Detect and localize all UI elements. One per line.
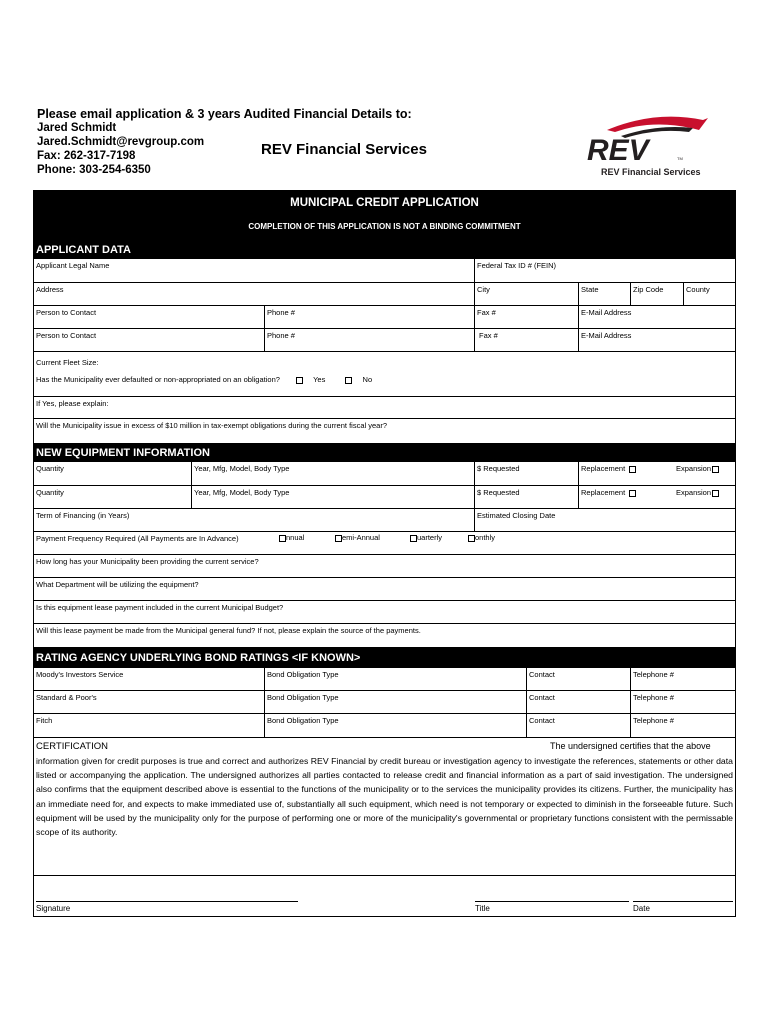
contact-label: Contact	[529, 670, 555, 679]
explain-label: If Yes, please explain:	[36, 399, 109, 408]
annual-option	[277, 532, 337, 554]
how-long-label: How long has your Municipality been providing the current service?	[36, 557, 259, 566]
yes-label: Yes	[313, 375, 326, 384]
moodys-field[interactable]	[34, 668, 264, 690]
row-frequency	[34, 532, 735, 555]
requested-label: $ Requested	[477, 464, 520, 473]
contact-email[interactable]: Jared.Schmidt@revgroup.com	[37, 136, 205, 148]
contact-email-field-1[interactable]	[578, 306, 735, 328]
bond-type-label: Bond Obligation Type	[267, 716, 339, 725]
explain-field[interactable]	[34, 397, 735, 418]
contact-label: Contact	[529, 693, 555, 702]
email-instructions: Please email application & 3 years Audited Financial Details to:	[37, 107, 412, 121]
requested-label: $ Requested	[477, 488, 520, 497]
form-subtitle: COMPLETION OF THIS APPLICATION IS NOT A BINDING COMMITMENT	[248, 222, 521, 231]
general-fund-field[interactable]	[34, 624, 735, 647]
budget-label: Is this equipment lease payment included in the current Municipal Budget?	[36, 603, 284, 612]
replacement-option-1	[578, 462, 674, 485]
row-fitch	[34, 714, 735, 738]
department-field[interactable]	[34, 578, 735, 600]
zip-label: Zip Code	[633, 285, 664, 294]
monthly-checkbox[interactable]	[468, 535, 475, 542]
contact-fax-field-1[interactable]	[474, 306, 578, 328]
email-label: E-Mail Address	[581, 331, 632, 340]
contact-name: Jared Schmidt	[37, 122, 117, 134]
contact-person-field-2[interactable]	[34, 329, 264, 351]
semi-annual-label: emi-Annual	[342, 533, 380, 542]
how-long-field[interactable]	[34, 555, 735, 577]
row-contact-1	[34, 306, 735, 329]
email-label: E-Mail Address	[581, 308, 632, 317]
monthly-label: onthly	[475, 533, 496, 542]
ymmb-label: Year, Mfg, Model, Body Type	[194, 464, 290, 473]
bond-type-label: Bond Obligation Type	[267, 670, 339, 679]
annual-label: nnual	[286, 533, 305, 542]
row-equipment-2	[34, 486, 735, 509]
contact-phone-field-1[interactable]	[264, 306, 474, 328]
contact-person-label: Person to Contact	[36, 331, 97, 340]
row-equipment-1	[34, 462, 735, 486]
fitch-contact-field[interactable]	[526, 714, 630, 737]
row-department	[34, 578, 735, 601]
ymmb-label: Year, Mfg, Model, Body Type	[194, 488, 290, 497]
telephone-label: Telephone #	[633, 693, 674, 702]
expansion-label: Expansion	[676, 464, 712, 473]
certification-heading: CERTIFICATION	[36, 741, 108, 752]
county-field[interactable]	[683, 283, 735, 305]
issue-field[interactable]	[34, 419, 735, 443]
row-contact-2	[34, 329, 735, 352]
form-title: MUNICIPAL CREDIT APPLICATION	[290, 197, 479, 209]
applicant-section-bar	[34, 241, 735, 259]
signature-line[interactable]	[36, 901, 298, 902]
no-label: No	[362, 375, 373, 384]
quantity-field-2[interactable]	[34, 486, 191, 508]
replacement-checkbox-1[interactable]	[629, 466, 636, 473]
requested-field-1[interactable]	[474, 462, 578, 485]
requested-field-2[interactable]	[474, 486, 578, 508]
state-field[interactable]	[578, 283, 630, 305]
moodys-label: Moody's Investors Service	[36, 670, 124, 679]
telephone-label: Telephone #	[633, 670, 674, 679]
quarterly-option	[408, 532, 468, 554]
quantity-label: Quantity	[36, 488, 64, 497]
contact-person-label: Person to Contact	[36, 308, 97, 317]
legal-name-field[interactable]	[34, 259, 474, 282]
expansion-option-1	[674, 462, 735, 485]
date-label: Date	[633, 904, 650, 913]
rev-logo-mark	[585, 112, 713, 164]
legal-name-label: Applicant Legal Name	[36, 261, 110, 270]
replacement-label: Replacement	[581, 488, 626, 497]
row-address	[34, 283, 735, 306]
certification-text: information given for credit purposes is true and correct and authorizes REV Financial by credit bureau or investigation agency to investigate the references, statements or other data listed or accompanying the application. The undersigned authorizes all parties contacted to release credit and financial information as a part of said investigation. The undersigned also confirms that the equipment described above is essential to the functions of the municipality or to the services the municipality provides its citizens. Further, the municipality has an immediate need for, and expects to make immediated use of, substantially all such equipment, which need is not temporary or expected to diminish in the forseeable future. Such equipment will be used by the municipality only for the purpose of performing one or more of the municipality's governmental or proprietary functions consistent with the permissable scope of its authority.	[36, 756, 733, 838]
fleet-size-field[interactable]	[34, 356, 735, 367]
credit-application-form	[33, 190, 736, 917]
phone-label: Phone #	[267, 331, 295, 340]
replacement-checkbox-2[interactable]	[629, 490, 636, 497]
row-fleet	[34, 352, 735, 397]
contact-label: Contact	[529, 716, 555, 725]
department-label: What Department will be utilizing the equipment?	[36, 580, 199, 589]
rating-section-title: RATING AGENCY UNDERLYING BOND RATINGS <IF KNOWN>	[36, 652, 361, 664]
contact-email-field-2[interactable]	[578, 329, 735, 351]
semi-annual-option	[333, 532, 408, 554]
logo-tagline: REV Financial Services	[601, 167, 701, 177]
annual-checkbox[interactable]	[279, 535, 286, 542]
row-moodys	[34, 668, 735, 691]
expansion-checkbox-1[interactable]	[712, 466, 719, 473]
moodys-contact-field[interactable]	[526, 668, 630, 690]
date-line[interactable]	[633, 901, 733, 902]
semi-annual-checkbox[interactable]	[335, 535, 342, 542]
general-fund-label: Will this lease payment be made from the Municipal general fund? If not, please explain the source of the payments.	[36, 626, 421, 635]
quantity-label: Quantity	[36, 464, 64, 473]
fitch-telephone-field[interactable]	[630, 714, 735, 737]
address-field[interactable]	[34, 283, 474, 305]
ymmb-field-2[interactable]	[191, 486, 474, 508]
title-line[interactable]	[475, 901, 629, 902]
closing-date-label: Estimated Closing Date	[477, 511, 556, 520]
contact-person-field-1[interactable]	[34, 306, 264, 328]
defaulted-label: Has the Municipality ever defaulted or non-appropriated on an obligation?	[36, 375, 280, 384]
fleet-size-label: Current Fleet Size:	[36, 358, 99, 367]
signature-divider	[34, 875, 735, 876]
logo-tm: TM	[677, 156, 683, 161]
row-how-long	[34, 555, 735, 578]
equipment-section-bar	[34, 443, 735, 462]
row-legal-name	[34, 259, 735, 283]
contact-fax: Fax: 262-317-7198	[37, 150, 136, 162]
expansion-option-2	[674, 486, 735, 508]
quantity-field-1[interactable]	[34, 462, 191, 485]
contact-phone-field-2[interactable]	[264, 329, 474, 351]
replacement-option-2	[578, 486, 674, 508]
county-label: County	[686, 285, 710, 294]
issue-label: Will the Municipality issue in excess of $10 million in tax-exempt obligations during the current fiscal year?	[36, 421, 387, 430]
title-label: Title	[475, 904, 490, 913]
contact-phone: Phone: 303-254-6350	[37, 164, 151, 176]
sp-label: Standard & Poor's	[36, 693, 97, 702]
moodys-bond-type-field[interactable]	[264, 668, 526, 690]
signature-label: Signature	[36, 904, 71, 913]
sp-contact-field[interactable]	[526, 691, 630, 713]
phone-label: Phone #	[267, 308, 295, 317]
term-label: Term of Financing (in Years)	[36, 511, 130, 520]
sp-field[interactable]	[34, 691, 264, 713]
frequency-label: Payment Frequency Required (All Payments are In Advance)	[36, 534, 239, 543]
fax-label: Fax #	[479, 331, 498, 340]
expansion-checkbox-2[interactable]	[712, 490, 719, 497]
logo-text: REV	[587, 134, 649, 164]
monthly-option	[466, 532, 526, 554]
row-sp	[34, 691, 735, 714]
sp-bond-type-field[interactable]	[264, 691, 526, 713]
term-field[interactable]	[34, 509, 474, 531]
city-field[interactable]	[474, 283, 578, 305]
expansion-label: Expansion	[676, 488, 712, 497]
sp-telephone-field[interactable]	[630, 691, 735, 713]
fitch-label: Fitch	[36, 716, 53, 725]
yes-checkbox[interactable]	[296, 377, 303, 384]
bond-type-label: Bond Obligation Type	[267, 693, 339, 702]
fax-label: Fax #	[477, 308, 496, 317]
budget-field[interactable]	[34, 601, 735, 623]
tax-id-field[interactable]	[474, 259, 735, 282]
rev-logo	[585, 112, 713, 182]
title-bar	[34, 191, 735, 241]
zip-field[interactable]	[630, 283, 683, 305]
row-general-fund	[34, 624, 735, 647]
telephone-label: Telephone #	[633, 716, 674, 725]
fitch-bond-type-field[interactable]	[264, 714, 526, 737]
moodys-telephone-field[interactable]	[630, 668, 735, 690]
row-issue	[34, 419, 735, 443]
replacement-label: Replacement	[581, 464, 626, 473]
row-explain	[34, 397, 735, 419]
fitch-field[interactable]	[34, 714, 264, 737]
row-term	[34, 509, 735, 532]
quarterly-checkbox[interactable]	[410, 535, 417, 542]
rating-section-bar	[34, 647, 735, 668]
closing-date-field[interactable]	[474, 509, 735, 531]
address-label: Address	[36, 285, 64, 294]
ymmb-field-1[interactable]	[191, 462, 474, 485]
contact-fax-field-2[interactable]	[474, 329, 578, 351]
equipment-section-title: NEW EQUIPMENT INFORMATION	[36, 447, 210, 459]
city-label: City	[477, 285, 490, 294]
quarterly-label: uarterly	[417, 533, 443, 542]
no-checkbox[interactable]	[345, 377, 352, 384]
defaulted-question	[34, 373, 735, 384]
certification-lead: The undersigned certifies that the above	[550, 741, 711, 751]
state-label: State	[581, 285, 599, 294]
row-budget	[34, 601, 735, 624]
tax-id-label: Federal Tax ID # (FEIN)	[477, 261, 557, 270]
company-title: REV Financial Services	[261, 141, 427, 158]
applicant-section-title: APPLICANT DATA	[36, 244, 131, 256]
